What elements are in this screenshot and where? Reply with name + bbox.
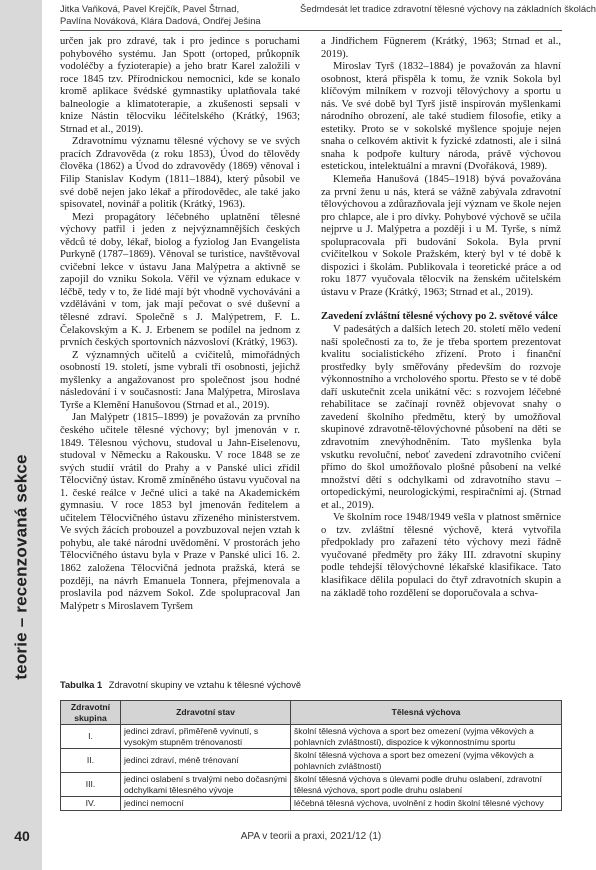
body-paragraph: a Jindřichem Fügnerem (Krátký, 1963; Strnad et al., 2019). — [321, 36, 561, 60]
table-header-cell: Tělesná výchova — [291, 701, 562, 725]
table-row — [61, 797, 562, 811]
body-paragraph: Jan Malýpetr (1815–1899) je považován za prvního českého učitele tělesné výchovy; byl jmenován v r. 1849. Tělesnou výchovu, studoval u Jahn-Eiselenovu, studoval v Německu a Rakousku. V roce 1848 se ze svých studií vrátil do Prahy a v Panské ulici zřídil Tělocvičný ústav. Kromě zmíněného ústavu vyučoval na 1. české reálce v Ječné ulici a také na Akademickém gymnasiu. V roce 1853 byl jmenován ředitelem a učitelem Tělocvičného ústavu zřízeného ministerstvem. Ve svých žácích probouzel a povzbuzoval nejen vztah k pohybu, ale také národní uvědomění. V prostorách jeho Tělocvičného ústavu byla v Praze v Panské ulici 16. 2. 1862 založena Tělocvičná jednota pražská, která se později, na návrh Emanuela Tonnera, přejmenovala a proslavila pod názvem Sokol. Zde spolupracoval Jan Malýpetr s Miroslavem Tyršem — [60, 412, 300, 612]
table-row — [61, 749, 562, 773]
right-column — [321, 36, 561, 666]
table-cell-pe: školní tělesná výchova a sport bez omezení (vyjma věkových a pohlavních zvláštností), dispozice k výkonnostnímu sportu — [291, 725, 562, 749]
table-cell-group: III. — [61, 773, 121, 797]
header-authors-line2: Pavlína Nováková, Klára Dadová, Ondřej Ješina — [60, 15, 261, 26]
table-caption-text: Zdravotní skupiny ve vztahu k tělesné výchově — [108, 680, 302, 690]
page-number: 40 — [14, 828, 30, 844]
table-cell-group: II. — [61, 749, 121, 773]
table-cell-group: I. — [61, 725, 121, 749]
body-paragraph: Klemeňa Hanušová (1845–1918) bývá považována za první ženu u nás, která se vážně zabývala zdravotní tělovýchovou a zdůrazňovala její význam ve škole nejen pro chlapce, ale i pro dívky. Pohybové výchově se učila nejprve u J. Malýpetra a později i u M. Tyrše, s nímž spolupracovala při budování Sokola. Byla první cvičitelkou v Sokole Pražském, který byl v té době k dispozici i školám. Publikovala i teoretické práce a od roku 1877 vyučovala tělocvik na ženském učitelském ústavu v Praze (Krátký, 1963; Strnad et al., 2019). — [321, 174, 561, 298]
body-paragraph: Ve školním roce 1948/1949 vešla v platnost směrnice o tzv. zvláštní tělesné výchově, která vytvořila předpoklady pro zařazení této výchovy mezi řádně vyučované předměty pro žáky III. zdravotní skupiny podle tehdejší tělovýchovné lékařské klasifikace. Tato klasifikace dělila populaci do čtyř zdravotních skupin a na základě toho rozdělení se doporučovala a schva- — [321, 512, 561, 599]
table-cell-group: IV. — [61, 797, 121, 811]
body-paragraph: určen jak pro zdravé, tak i pro jedince s poruchami pohybového systému. Jan Spott (ortoped, průkopník vodoléčby a fyzioterapie) a jeho bratr Karel založili v roce 1845 tzv. Přírodnickou nemocnici, kde se konalo kromě aplikace švédské gymnastiky uplatňovala také balneologie a klimatoterapie, a zkušenosti sepsali v knize Nástin tělocviku léčitelského (Krátký, 1963; Strnad et al., 2019). — [60, 36, 300, 135]
table-cell-state: jedinci oslabení s trvalými nebo dočasnými odchylkami tělesného vývoje — [121, 773, 291, 797]
health-groups-table — [60, 700, 562, 811]
table-cell-state: jedinci zdraví, přiměřeně vyvinutí, s vysokým stupněm trénovanosti — [121, 725, 291, 749]
table-row — [61, 773, 562, 797]
table-label: Tabulka 1 — [60, 680, 103, 690]
table-cell-pe: léčebná tělesná výchova, uvolnění z hodin školní tělesné výchovy — [291, 797, 562, 811]
table-header-row — [61, 701, 562, 725]
header-title: Šedmdesát let tradice zdravotní tělesné výchovy na základních školách — [300, 3, 596, 14]
table-cell-pe: školní tělesná výchova a sport bez omezení (vyjma věkových a pohlavních zvláštností) — [291, 749, 562, 773]
table-row — [61, 725, 562, 749]
table-header-cell: Zdravotní stav — [121, 701, 291, 725]
table-cell-pe: školní tělesná výchova s úlevami podle druhu oslabení, zdravotní tělesná výchova, sport podle druhu oslabení — [291, 773, 562, 797]
table-cell-state: jedinci nemocní — [121, 797, 291, 811]
journal-footer: APA v teorii a praxi, 2021/12 (1) — [240, 831, 382, 842]
body-paragraph: Z významných učitelů a cvičitelů, mimořádných osobností 19. století, jsme vybrali tři osobnosti, jejichž myšlenky a angažovanost pro společnost jsou hodné následování i v současnosti: Jana Malýpetra, Miroslava Tyrše a Klemění Hanušovou (Strnad et al., 2019). — [60, 349, 300, 411]
left-column — [60, 36, 300, 666]
body-paragraph: Miroslav Tyrš (1832–1884) je považován za hlavní osobnost, která přispěla k tomu, že vznik Sokola byl klíčovým milníkem v rozvoji tělovýchovy a sportu u nás. Ve své době byl Tyrš jistě inspirován myšlenkami národního obrození, ale také studiem filosofie, etiky a estetiky. Proto se v sokolské myšlence spojuje nejen snaha o celkovém aktivit k fyzické zdatnosti, ale i silná snaha k podpoře kultury národa, právě výchovou estetickou, intelektuální a mravní (Dvořáková, 1989). — [321, 61, 561, 173]
section-heading: Zavedení zvláštní tělesné výchovy po 2. světové válce — [321, 311, 558, 323]
section-label — [7, 454, 37, 680]
table-header-cell: Zdravotní skupina — [61, 701, 121, 725]
body-paragraph: V padesátých a dalších letech 20. století mělo vedení naší společnosti za to, že je třeba sportem prezentovat kvalitu socialistického zřízení. Proto i finanční prostředky byly směřovány především do rozvoje výkonnostního a vrcholového sportu. Přesto se v té době daří uskutečnit zcela unikátní věc: s rozvojem léčebné rehabilitace se začínají rovněž objevovat snahy o zavedení školního předmětu, který by umožňoval skupinové zdravotně-tělovýchovné působení na děti se zdravotním znevýhodněním. Tato myšlenka byla vskutku revoluční, neboť zavedení zdravotního cvičení přímo do škol umožňovalo plošné působení na velké množství dětí s odchylkami od zdravotního stavu – ortopedickými, neurologickými, respiračními aj. (Strnad et al., 2019). — [321, 324, 561, 511]
header-divider — [60, 30, 562, 31]
body-paragraph: Zdravotnímu významu tělesné výchovy se ve svých pracích Zdravověda (z roku 1853), Úvod do tělovědy člověka (1862) a Úvod do zdravovědy (1869) věnoval i Filip Stanislav Kodym (1811–1884), který působil ve své době nejen jako lékař a přírodovědec, ale také jako spisovatel, novinář a politik (Krátký, 1963). — [60, 136, 300, 211]
section-sidebar — [0, 0, 42, 870]
body-paragraph: Mezi propagátory léčebného uplatnění tělesné výchovy patřil i jeden z nejvýznamnějších českých vědců té doby, lékař, biolog a fyziolog Jan Evangelista Purkyně (1787–1869). Věnoval se turistice, navštěvoval cvičební lekce v ústavu Jana Malýpetra a aktivně se zapojil do vzniku Sokola. Věřil ve význam edukace v léčbě, tedy v to, že lidé mají být vhodně vychováváni a vzděláváni v tom, jak mají pečovat o své duševní a tělesné zdraví. Společně s J. Malýpetrem, F. L. Čelakovským a K. J. Erbenem se podílel na jednom z prvních českých sportovních názvosloví (Krátký, 1963). — [60, 211, 300, 349]
header-authors — [60, 3, 310, 27]
section-label-text: teorie – recenzovaná sekce — [12, 454, 32, 680]
header-authors-line1: Jitka Vaňková, Pavel Krejčík, Pavel Štrnad, — [60, 3, 240, 14]
table-caption — [60, 680, 562, 690]
table-cell-state: jedinci zdraví, méně trénovaní — [121, 749, 291, 773]
